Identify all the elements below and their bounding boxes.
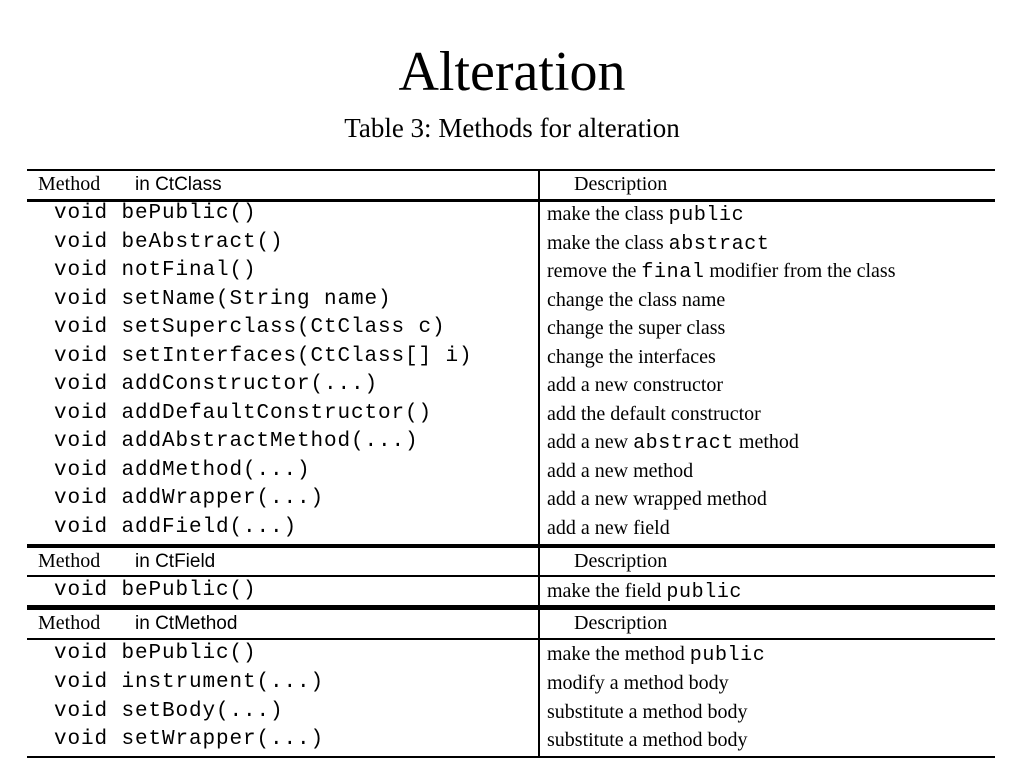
- method-description: [547, 257, 895, 288]
- description-text: make the class: [547, 203, 669, 225]
- method-description: [547, 698, 748, 729]
- description-code: public: [689, 644, 766, 667]
- method-description: [547, 314, 725, 345]
- header-description: Description: [574, 550, 668, 572]
- method-signature: void addField(...): [54, 515, 298, 539]
- description-code: final: [641, 261, 705, 284]
- description-text: make the method: [547, 643, 690, 665]
- description-text: change the interfaces: [547, 345, 716, 368]
- method-signature: void bePublic(): [54, 579, 257, 602]
- method-description: [547, 485, 767, 516]
- method-signature: void beAbstract(): [54, 230, 284, 254]
- description-text: add a new: [547, 431, 634, 453]
- method-description: [547, 669, 729, 700]
- method-description: [547, 229, 769, 260]
- header-method: Method: [38, 173, 101, 195]
- description-code: abstract: [668, 232, 770, 256]
- description-text: substitute a method body: [547, 729, 748, 751]
- header-method: Method: [38, 550, 101, 572]
- method-description: [547, 200, 744, 231]
- header-class: in CtMethod: [135, 613, 238, 634]
- column-divider: [538, 170, 540, 758]
- method-description: [547, 371, 723, 402]
- method-signature: void setSuperclass(CtClass c): [54, 316, 446, 339]
- description-text: change the super class: [547, 317, 726, 339]
- method-signature: void instrument(...): [54, 671, 325, 694]
- header-description: Description: [574, 173, 668, 195]
- method-signature: void addAbstractMethod(...): [54, 430, 419, 453]
- description-text: change the class name: [547, 288, 726, 311]
- method-description: [547, 400, 761, 431]
- method-signature: void bePublic(): [54, 202, 257, 225]
- method-signature: void addConstructor(...): [54, 373, 379, 396]
- description-text: substitute a method body: [547, 701, 748, 723]
- description-text: modifier from the class: [704, 260, 896, 282]
- method-description: [547, 726, 748, 757]
- description-text: add a new wrapped method: [547, 488, 767, 510]
- description-text: add a new constructor: [547, 374, 724, 396]
- method-description: [547, 640, 765, 671]
- description-text: add a new method: [547, 459, 694, 482]
- method-signature: void setName(String name): [54, 287, 392, 311]
- header-class: in CtField: [135, 551, 216, 572]
- method-signature: void addWrapper(...): [54, 487, 325, 510]
- method-signature: void setBody(...): [54, 700, 284, 723]
- description-text: make the class: [547, 231, 669, 254]
- description-text: modify a method body: [547, 672, 729, 694]
- method-description: [547, 514, 670, 545]
- header-class: in CtClass: [135, 174, 222, 195]
- description-code: public: [668, 204, 745, 227]
- method-signature: void notFinal(): [54, 259, 257, 282]
- method-description: [547, 457, 693, 488]
- description-text: remove the: [547, 260, 642, 282]
- description-text: make the field: [547, 580, 667, 602]
- table-bottom-rule: [27, 756, 995, 758]
- table-caption: Table 3: Methods for alteration: [344, 113, 680, 143]
- method-description: [547, 428, 799, 459]
- slide-title: Alteration: [398, 41, 626, 103]
- method-description: [547, 343, 716, 374]
- method-signature: void setInterfaces(CtClass[] i): [54, 344, 473, 368]
- description-text: method: [733, 431, 799, 453]
- method-description: [547, 577, 742, 608]
- method-signature: void setWrapper(...): [54, 728, 325, 751]
- description-text: add a new field: [547, 516, 670, 539]
- method-signature: void addMethod(...): [54, 458, 311, 482]
- method-description: [547, 286, 725, 317]
- method-signature: void addDefaultConstructor(): [54, 401, 433, 425]
- description-text: add the default constructor: [547, 402, 761, 425]
- description-code: public: [666, 581, 743, 604]
- header-description: Description: [574, 612, 668, 634]
- header-method: Method: [38, 612, 101, 634]
- method-signature: void bePublic(): [54, 642, 257, 665]
- description-code: abstract: [633, 432, 734, 455]
